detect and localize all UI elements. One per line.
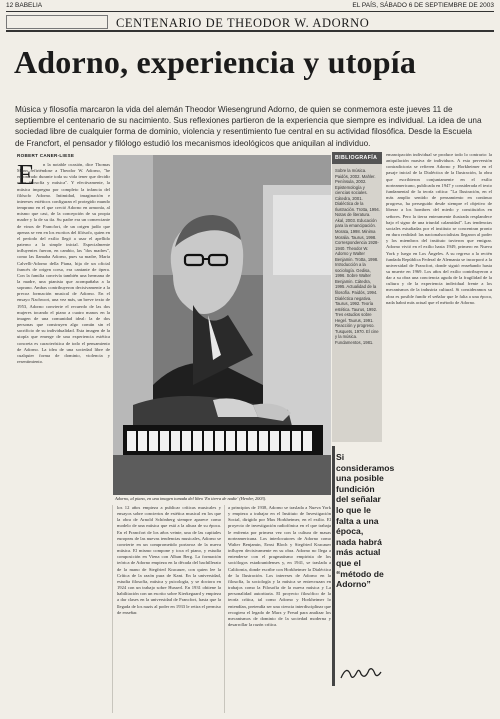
column-rule bbox=[112, 505, 113, 713]
bibliography-text: Sobre la música. Paidós, 2002. Mahler. Península, 2002. Epistemología y ciencias sociales. Cátedra, 2001. Dialéctica de la Ilustración. Trotta, 1994. Notas de literatura. Akal, 2003. Educación para la emancipación. Morata, 1998. Minima Moralia. Taurus, 1998. Correspondencia 1928-1940. Theodor W. Adorno y Walter Benjamin. Trotta, 1998. Introducción a la sociología. Gedisa, 1996. Sobre Walter Benjamin. Cátedra, 1995. Actualidad de la filosofía. Paidós, 1994. Dialéctica negativa. Taurus, 1992. Teoría estética. Taurus, 1992. Tres estudios sobre Hegel. Taurus, 1991. Reacción y progreso. Tusquets, 1970. El cine y la música. Fundamentos, 1981. bbox=[335, 168, 380, 345]
article-column-4 bbox=[386, 152, 492, 712]
pull-quote-bar bbox=[332, 446, 335, 686]
photo-caption: Adorno, al piano, en una imagen tomada del libro 'En tierra de nadie' (Herder, 2003). bbox=[115, 496, 267, 501]
article-text-col1: n la notable ocasión, dice Thomas Mann refiriéndose a Theodor W. Adorno, "he encontrado durante toda su vida tener que decidir entre filosofía y música". Y efectivamente, la música impregna por completo la infancia del filósofo Adorno. Intimidad, imaginación e intereses estéticos configuran el protegido mundo temprano en el que creció Adorno en armonía, al mismo que casi, de la concepción de su propia madre y la de su tía. Su padre era un comerciante de vinos de Francfort, de un origen judío que apenas se ven en los escritos del filósofo, quien en el período del exilio llegó a usar el apellido paterno a la simple inicial. Especialmente influyentes fueron, en cambio, las "dos madres", como las llamaba Adorno, pues su madre, María Calvelli-Adorno della Piana, hija de un oficial francés de origen corso, era cantante de ópera. Con la familia convivía también una hermana de la madre, una pianista que acompañaba a la soprano. Ambas contribuyeron decisivamente a la precoz formación musical de Adorno. En el ensayo Nachwort, una vez más, un breve texto de 1953, Adorno convierte el recuerdo de las dos mujeres tocando el piano a cuatro manos en la imagen de una comunidad ideal: la de dos personas que construyen algo común sin el sacrificio de su individualidad. Esta imagen de la utopía que emerge de una experiencia estética concreta es característica de todo el pensamiento de Adorno. La idea de una sociedad libre de cualquier forma de dominio, violencia y resentimiento. bbox=[17, 162, 110, 364]
pull-quote: Si consideramos una posible fundición del señalar lo que le falta a una época, nada habrá más actual que el “método de Adorno” bbox=[336, 452, 395, 590]
article-column-1 bbox=[17, 159, 110, 710]
header-rule bbox=[6, 11, 494, 12]
article-text-col3: a principios de 1938, Adorno se traslada a Nueva York y empieza a trabajar en el Instituto de Investigación Social, dirigido por Max Horkheimer, en el exilio. El proyecto de investigación radiofónica en el que trabaja le enfrenta por primera vez con la cultura de masas norteamericana. Los interlocutores de Adorno como Walter Benjamin, Ernst Bloch y Siegfried Kracauer influyen decisivamente en su obra. Adorno no llega a entenderse con el pragmatismo empirista de los sociólogos estadounidenses y, en 1941, se traslada a California, donde escribe con Horkheimer la Dialéctica de la Ilustración. Los intereses de Adorno en la filosofía, la sociología y la música se entrecruzan en trabajos como la Filosofía de la nueva música y La personalidad autoritaria. El proyecto filosófico de la teoría crítica, tal como Adorno y Horkheimer lo entendían, pretendía ser una ciencia interdisciplinar que recogiera el legado de Marx y Freud para analizar los mecanismos de dominio de la sociedad moderna y desarrollar la razón crítica. bbox=[228, 505, 331, 627]
paper-date: EL PAÍS, SÁBADO 6 DE SEPTIEMBRE DE 2003 bbox=[352, 2, 494, 9]
photo-illustration bbox=[113, 155, 331, 495]
banner-title: CENTENARIO DE THEODOR W. ADORNO bbox=[116, 16, 370, 30]
article-text-col2: los 12 años empieza a publicar críticas musicales y ensayos sobre conciertos de estética musical en los que la obra de Arnold Schönberg siempre aparece como modelo de una música que está a la altura de su época. En el Francfort de los años veinte, una de las capitales europeas de las nuevas tendencias musicales, Adorno se convierte en un comprometido portavoz de la nueva música. El mismo compone y toca el piano, y estudia composición en Viena con Alban Berg. La formación teórica de Adorno empieza en la década del bachillerato de la mano de Siegfried Kracauer, con quien lee la Crítica de la razón pura de Kant. En la universidad, estudia filosofía, música y psicología, y se doctora en 1924 con un trabajo sobre Husserl. En 1931 obtiene la habilitación con un escrito sobre Kierkegaard y empieza a dar clases en la universidad de Francfort, hasta que la llegada de los nazis al poder en 1933 le retira el permiso de enseñar. bbox=[117, 505, 221, 615]
section-banner bbox=[6, 14, 494, 32]
article-column-3 bbox=[228, 505, 331, 713]
bibliography-title: BIBLIOGRAFÍA bbox=[332, 152, 382, 164]
drop-cap: E bbox=[17, 159, 35, 191]
adorno-piano-photo bbox=[113, 155, 331, 495]
adorno-signature-icon bbox=[339, 660, 383, 684]
column-rule bbox=[224, 505, 225, 713]
banner-box bbox=[6, 15, 108, 29]
page-section-label: 12 BABELIA bbox=[6, 2, 43, 9]
headline: Adorno, experiencia y utopía bbox=[14, 44, 417, 80]
bibliography-box bbox=[332, 152, 382, 442]
article-text-col4: emancipación individual se produce todo lo contrario: la aniquilación masiva de individuos. A esta perversión contradictoria se refieren Adorno y Horkheimer en el pasaje inicial de la Dialéctica de la Ilustración, la obra que escribieron conjuntamente en el exilio norteamericano, publicada en 1947 y considerada el texto fundamental de la teoría crítica: "La Ilustración, en el más amplio sentido de pensamiento en continuo progreso, ha perseguido desde siempre el objetivo de liberar a los hombres del miedo y constituirlos en señores. Pero la tierra enteramente ilustrada resplandece bajo el signo de una triunfal calamidad". Las tendencias sociales estudiadas por el instituto se concentran pronto en dura realidad: las nacionalsocialistas llegaron al poder y los miembros del instituto tuvieron que emigrar. Adorno vivió en el exilio hasta 1949, primero en Nueva York y luego en Los Ángeles. A su regreso a la recién fundada República Federal de Alemania se incorporó a la universidad de Francfort, donde siguió enseñando hasta su muerte en 1969. Los años del exilio contribuyeron a dar a su obra una conciencia aguda de la fragilidad de la cultura y de la experiencia individual frente a los mecanismos de la industria cultural. Si consideramos su obra es posible fundir el señalar que le falta a una época, nada habrá más actual que el método de Adorno. bbox=[386, 152, 492, 305]
article-deck: Música y filosofía marcaron la vida del alemán Theodor Wiesengrund Adorno, de quien se conmemora este jueves 11 de septiembre el centenario de su nacimiento. Sus reflexiones partieron de la experiencia que siempre es individual. La idea de una sociedad libre de cualquier forma de dominio, violencia y resentimiento fue central en su actividad filosófica. Desde la Escuela de Francfort, el pensador y filólogo estudió los mecanismos ideológicos que aniquilan al individuo. bbox=[15, 105, 482, 148]
byline: ROBERT CANER-LIESE bbox=[17, 153, 75, 158]
article-column-2 bbox=[117, 505, 221, 713]
